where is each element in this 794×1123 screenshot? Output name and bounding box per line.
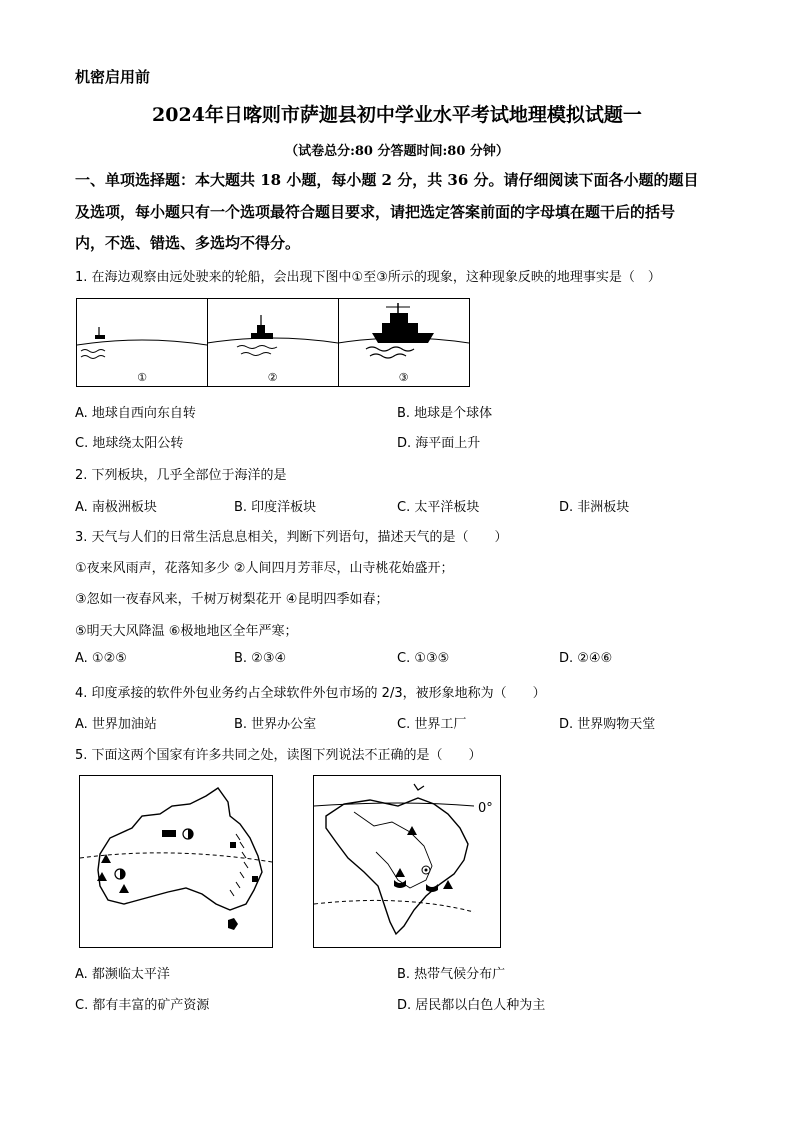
q3-option-b[interactable]: B. ②③④	[234, 651, 287, 666]
q3-item-line3: ⑤明天大风降温 ⑥极地地区全年严寒；	[75, 624, 298, 639]
q5-option-a[interactable]: A. 都濒临太平洋	[75, 967, 170, 982]
section-intro-line2: 及选项，每小题只有一个选项最符合题目要求，请把选定答案前面的字母填在题干后的括号	[75, 203, 676, 221]
ship-panel-1	[77, 299, 208, 386]
australia-map	[79, 775, 273, 948]
q4-option-d[interactable]: D. 世界购物天堂	[559, 717, 656, 732]
q3-item-line2: ③忽如一夜春风来，千树万树梨花开 ④昆明四季如春；	[75, 592, 389, 607]
q2-option-a[interactable]: A. 南极洲板块	[75, 500, 157, 515]
ship-panel-3	[338, 299, 469, 386]
q1-option-c[interactable]: C. 地球绕太阳公转	[75, 436, 184, 451]
equator-label: 0°	[478, 801, 493, 816]
section-intro-line1: 一、单项选择题：本大题共 18 小题，每小题 2 分，共 36 分。请仔细阅读下面各小题的题目	[75, 171, 699, 189]
confidential-label: 机密启用前	[75, 68, 151, 86]
q5-option-b[interactable]: B. 热带气候分布广	[397, 967, 506, 982]
ship-panel-2-label: ②	[267, 371, 278, 384]
q5-option-d[interactable]: D. 居民都以白色人种为主	[397, 998, 546, 1013]
ship-panel-2	[207, 299, 339, 386]
ship-panel-3-label: ③	[398, 371, 409, 384]
q1-option-d[interactable]: D. 海平面上升	[397, 436, 481, 451]
brazil-map	[313, 775, 501, 948]
page-title: 2024年日喀则市萨迦县初中学业水平考试地理模拟试题一	[152, 104, 642, 126]
q1-option-a[interactable]: A. 地球自西向东自转	[75, 406, 196, 421]
mineral-symbol-bar	[162, 830, 176, 837]
q2-stem: 2. 下列板块，几乎全部位于海洋的是	[75, 468, 287, 483]
q2-option-b[interactable]: B. 印度洋板块	[234, 500, 317, 515]
q4-option-b[interactable]: B. 世界办公室	[234, 717, 317, 732]
page-subtitle: （试卷总分:80 分答题时间:80 分钟）	[285, 144, 509, 159]
q3-option-d[interactable]: D. ②④⑥	[559, 651, 613, 666]
q1-stem: 1. 在海边观察由远处驶来的轮船，会出现下图中①至③所示的现象，这种现象反映的地理事实是（ ）	[75, 270, 661, 285]
q5-stem: 5. 下面这两个国家有许多共同之处，读图下列说法不正确的是（ ）	[75, 748, 482, 763]
q4-option-a[interactable]: A. 世界加油站	[75, 717, 157, 732]
ship-panel-1-label: ①	[137, 371, 147, 384]
q3-stem: 3. 天气与人们的日常生活息息相关，判断下列语句，描述天气的是（ ）	[75, 530, 508, 545]
q2-option-c[interactable]: C. 太平洋板块	[397, 500, 480, 515]
ship-figure	[76, 298, 470, 387]
q2-option-d[interactable]: D. 非洲板块	[559, 500, 630, 515]
q3-option-c[interactable]: C. ①③⑤	[397, 651, 450, 666]
q4-option-c[interactable]: C. 世界工厂	[397, 717, 467, 732]
q1-option-b[interactable]: B. 地球是个球体	[397, 406, 493, 421]
q3-option-a[interactable]: A. ①②⑤	[75, 651, 127, 666]
q4-stem: 4. 印度承接的软件外包业务约占全球软件外包市场的 2/3，被形象地称为（ ）	[75, 686, 546, 701]
q3-item-line1: ①夜来风雨声，花落知多少 ②人间四月芳菲尽，山寺桃花始盛开；	[75, 561, 454, 576]
section-intro-line3: 内，不选、错选、多选均不得分。	[75, 234, 301, 252]
q5-option-c[interactable]: C. 都有丰富的矿产资源	[75, 998, 210, 1013]
